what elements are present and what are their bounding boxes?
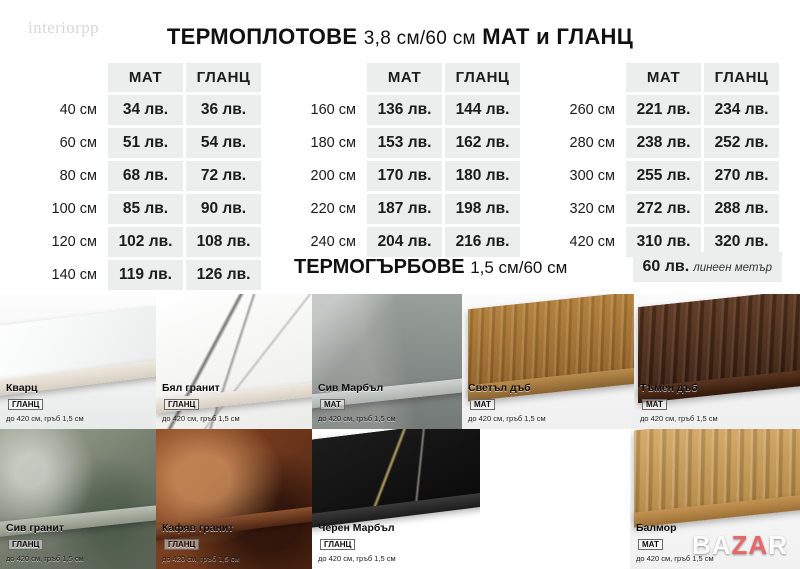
sample-note: до 420 см, гръб 1,5 см <box>468 414 546 423</box>
row-size: 140 см <box>51 267 97 283</box>
header-glanc: ГЛАНЦ <box>186 63 261 92</box>
sample-label <box>162 523 240 563</box>
sample-name: Кварц <box>6 382 38 395</box>
watermark-interiorpp: interiorpp <box>28 18 100 37</box>
row-mat-price: 238 лв. <box>626 128 701 158</box>
sample-name: Сив Марбъл <box>318 382 384 395</box>
title-main: ТЕРМОПЛОТОВЕ <box>166 24 358 49</box>
table-row <box>21 194 261 224</box>
row-size: 220 см <box>310 201 356 217</box>
row-mat-price: 170 лв. <box>367 161 442 191</box>
table-row <box>539 128 779 158</box>
row-size: 260 см <box>569 102 615 118</box>
sample-name: Кафяв гранит <box>162 522 234 535</box>
sample-finish-tag: ГЛАНЦ <box>164 539 199 550</box>
table-row <box>21 161 261 191</box>
table-header-row <box>539 63 779 92</box>
price-table-2 <box>277 60 523 260</box>
sample-finish-tag: МАТ <box>470 399 495 410</box>
thermo-label-main: ТЕРМОГЪРБОВЕ <box>294 255 465 278</box>
table-row <box>280 128 520 158</box>
row-mat-price: 136 лв. <box>367 95 442 125</box>
sample-label <box>318 383 396 423</box>
thermo-back-row <box>0 252 800 282</box>
title-tail: МАТ и ГЛАНЦ <box>482 24 634 49</box>
row-size: 240 см <box>310 234 356 250</box>
header-size <box>21 63 105 92</box>
sample-name: Бял гранит <box>162 382 220 395</box>
sample-label <box>636 523 714 563</box>
sample-note: до 420 см, гръб 1,5 см <box>636 554 714 563</box>
sample-note: до 420 см, гръб 1,5 см <box>318 414 396 423</box>
sample-label <box>162 383 240 423</box>
row-glanc-price: 252 лв. <box>704 128 779 158</box>
row-glanc-price: 72 лв. <box>186 161 261 191</box>
table-row <box>280 95 520 125</box>
sample-note: до 420 см, гръб 1,5 см <box>318 554 396 563</box>
sample-finish-tag: ГЛАНЦ <box>8 539 43 550</box>
row-size: 120 см <box>51 234 97 250</box>
row-size: 100 см <box>51 201 97 217</box>
row-glanc-price: 216 лв. <box>445 227 520 257</box>
row-size: 280 см <box>569 135 615 151</box>
row-glanc-price: 36 лв. <box>186 95 261 125</box>
header-mat: МАТ <box>367 63 442 92</box>
row-size: 60 см <box>59 135 97 151</box>
sample-finish-tag: ГЛАНЦ <box>164 399 199 410</box>
thermo-back-label <box>294 256 567 279</box>
header-glanc: ГЛАНЦ <box>704 63 779 92</box>
sample-finish-tag: МАТ <box>320 399 345 410</box>
header-glanc: ГЛАНЦ <box>445 63 520 92</box>
row-mat-price: 187 лв. <box>367 194 442 224</box>
sample-name: Черен Марбъл <box>318 522 395 535</box>
row-size: 420 см <box>569 234 615 250</box>
row-mat-price: 102 лв. <box>108 227 183 257</box>
sample-note: до 420 см, гръб 1,5 см <box>6 414 84 423</box>
table-header-row <box>21 63 261 92</box>
sample-kafiav-granit[interactable] <box>156 429 312 569</box>
samples-row-1 <box>0 294 800 429</box>
sample-finish-tag: ГЛАНЦ <box>8 399 43 410</box>
thermo-label-dimensions: 1,5 см/60 см <box>470 257 568 277</box>
table-row <box>21 95 261 125</box>
watermark-bazar-part1: BA <box>691 530 732 560</box>
samples-gallery <box>0 294 800 569</box>
row-mat-price: 221 лв. <box>626 95 701 125</box>
row-size: 80 см <box>59 168 97 184</box>
sample-finish-tag: МАТ <box>642 399 667 410</box>
watermark-bazar-part3: R <box>768 530 788 560</box>
row-glanc-price: 108 лв. <box>186 227 261 257</box>
row-glanc-price: 54 лв. <box>186 128 261 158</box>
sample-finish-tag: ГЛАНЦ <box>320 539 355 550</box>
row-glanc-price: 320 лв. <box>704 227 779 257</box>
sample-name: Балмор <box>636 522 677 535</box>
sample-note: до 420 см, гръб 1,5 см <box>6 554 84 563</box>
sample-finish-tag: МАТ <box>638 539 663 550</box>
row-glanc-price: 162 лв. <box>445 128 520 158</box>
sample-balmor[interactable] <box>630 429 800 569</box>
row-mat-price: 85 лв. <box>108 194 183 224</box>
row-mat-price: 153 лв. <box>367 128 442 158</box>
row-mat-price: 310 лв. <box>626 227 701 257</box>
row-size: 300 см <box>569 168 615 184</box>
sample-siv-granit[interactable] <box>0 429 156 569</box>
sample-kvarc[interactable] <box>0 294 156 429</box>
header-size <box>539 63 623 92</box>
sample-name: Светъл дъб <box>468 382 531 395</box>
row-glanc-price: 180 лв. <box>445 161 520 191</box>
page-title <box>0 24 800 50</box>
sample-tamen-dab[interactable] <box>634 294 800 429</box>
sample-label <box>468 383 546 423</box>
sample-name: Тъмен дъб <box>640 382 698 395</box>
sample-note: до 420 см, гръб 1,5 см <box>162 414 240 423</box>
row-size: 40 см <box>59 102 97 118</box>
row-mat-price: 119 лв. <box>108 260 183 290</box>
sample-cheren-marbal[interactable] <box>312 429 480 569</box>
sample-label <box>6 523 84 563</box>
header-size <box>280 63 364 92</box>
row-glanc-price: 126 лв. <box>186 260 261 290</box>
row-size: 180 см <box>310 135 356 151</box>
row-mat-price: 51 лв. <box>108 128 183 158</box>
row-glanc-price: 234 лв. <box>704 95 779 125</box>
table-row <box>539 194 779 224</box>
row-glanc-price: 270 лв. <box>704 161 779 191</box>
header-mat: МАТ <box>108 63 183 92</box>
row-glanc-price: 144 лв. <box>445 95 520 125</box>
row-glanc-price: 90 лв. <box>186 194 261 224</box>
table-header-row <box>280 63 520 92</box>
table-row <box>280 161 520 191</box>
row-mat-price: 34 лв. <box>108 95 183 125</box>
row-size: 160 см <box>310 102 356 118</box>
sample-siv-marbal[interactable] <box>312 294 462 429</box>
sample-empty-slot <box>480 429 630 569</box>
thermo-price-badge <box>633 252 782 282</box>
table-row <box>21 128 261 158</box>
row-size: 200 см <box>310 168 356 184</box>
sample-name: Сив гранит <box>6 522 64 535</box>
table-row <box>539 161 779 191</box>
row-glanc-price: 198 лв. <box>445 194 520 224</box>
sample-note: до 420 см, гръб 1,5 см <box>640 414 718 423</box>
title-dimensions: 3,8 см/60 см <box>363 28 476 49</box>
sample-label <box>640 383 718 423</box>
price-table-3 <box>536 60 782 260</box>
watermark-bazar-part2: ZA <box>731 530 769 560</box>
sample-bial-granit[interactable] <box>156 294 312 429</box>
sample-svetal-dab[interactable] <box>462 294 634 429</box>
thermo-price-unit: линеен метър <box>693 262 772 274</box>
table-row <box>539 95 779 125</box>
samples-row-2 <box>0 429 800 569</box>
row-mat-price: 255 лв. <box>626 161 701 191</box>
sample-note: до 420 см, гръб 1,5 см <box>162 554 240 563</box>
row-mat-price: 272 лв. <box>626 194 701 224</box>
row-mat-price: 204 лв. <box>367 227 442 257</box>
thermo-price-value: 60 лв. <box>642 258 690 275</box>
sample-label <box>318 523 396 563</box>
row-size: 320 см <box>569 201 615 217</box>
row-glanc-price: 288 лв. <box>704 194 779 224</box>
row-mat-price: 68 лв. <box>108 161 183 191</box>
sample-label <box>6 383 84 423</box>
header-mat: МАТ <box>626 63 701 92</box>
table-row <box>280 194 520 224</box>
